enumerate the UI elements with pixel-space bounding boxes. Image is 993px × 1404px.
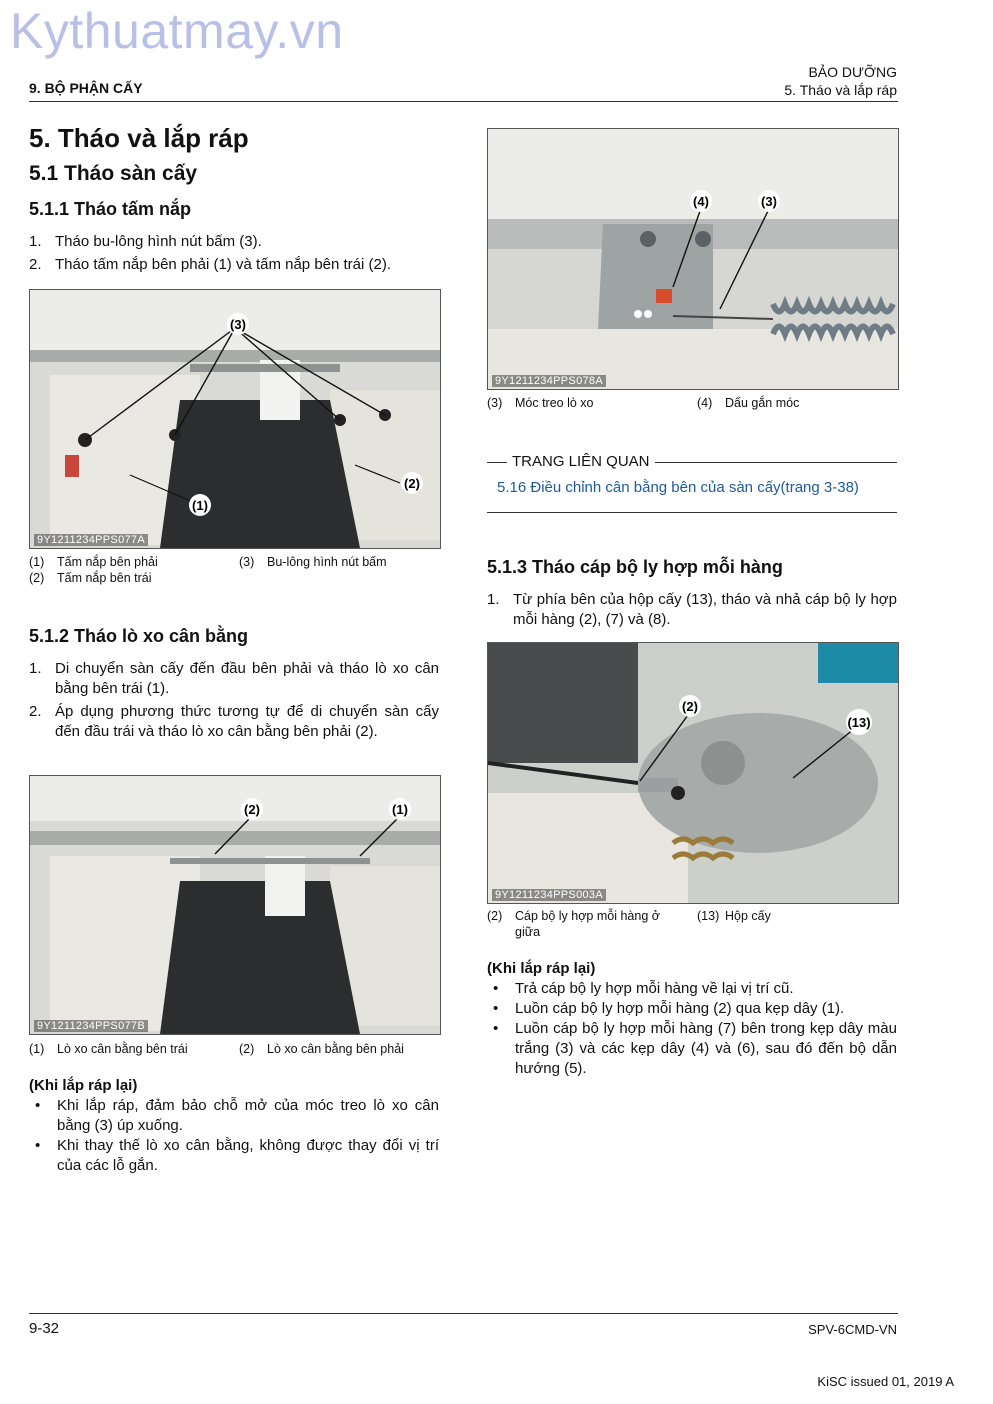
caption-item (487, 908, 687, 940)
bullet-text: Luồn cáp bộ ly hợp mỗi hàng (2) qua kẹp dây (1). (515, 1000, 845, 1017)
section-heading-5-1-1: 5.1.1 Tháo tấm nắp (29, 199, 192, 219)
related-pages-title: TRANG LIÊN QUAN (507, 453, 655, 470)
bullet-item (29, 1096, 439, 1136)
callout-label: (3) (761, 194, 777, 209)
captions-077B (29, 1041, 439, 1057)
captions-077A (29, 554, 439, 586)
step-item (29, 255, 439, 275)
bullet-item (487, 999, 897, 1019)
caption-number: (1) (29, 1042, 45, 1056)
bullet-item (487, 979, 897, 999)
callout-label: (2) (404, 476, 420, 491)
photo-code: 9Y1211234PPS077B (34, 1020, 148, 1032)
photo-illustration (488, 643, 898, 903)
step-item (29, 659, 439, 699)
step-text: Di chuyển sàn cấy đến đầu bên phải và tháo lò xo cân bằng bên trái (1). (55, 660, 439, 697)
photo-illustration (488, 129, 898, 389)
photo-illustration (30, 290, 440, 548)
caption-item (29, 1041, 188, 1057)
bullet-text: Luồn cáp bộ ly hợp mỗi hàng (7) bên trong kẹp dây màu trắng (3) và các kẹp dây (4) và (6), sau đó đến bộ dẫn hướng (5). (515, 1020, 897, 1077)
photo-code: 9Y1211234PPS078A (492, 375, 606, 387)
bullet-item (29, 1136, 439, 1176)
section-heading-5-1-2: 5.1.2 Tháo lò xo cân bằng (29, 626, 249, 646)
bullet-dot: • (493, 980, 499, 997)
watermark-logo-text: Kythuatmay.vn (10, 3, 344, 59)
caption-number: (2) (487, 909, 503, 923)
reassembly-notes-right (487, 979, 897, 1079)
page-number: 9-32 (29, 1320, 60, 1337)
caption-text: Cáp bộ ly hợp mỗi hàng ở giữa (515, 909, 660, 939)
captions-078A (487, 395, 897, 411)
caption-item (29, 554, 158, 570)
callout-label: (2) (244, 802, 260, 817)
related-pages-box (487, 453, 897, 513)
caption-item (697, 395, 799, 411)
bullet-dot: • (493, 1000, 499, 1017)
header-chapter: 9. BỘ PHẬN CẤY (29, 80, 143, 96)
caption-item (29, 570, 152, 586)
steps-5-1-2 (29, 659, 439, 745)
photo-clutch-cable (487, 642, 899, 904)
step-text: Tháo tấm nắp bên phải (1) và tấm nắp bên trái (2). (55, 256, 392, 273)
caption-number: (3) (239, 555, 255, 569)
section-heading-5: 5. Tháo và lắp ráp (29, 123, 249, 153)
caption-text: Lò xo cân bằng bên trái (57, 1042, 188, 1056)
caption-text: Bu-lông hình nút bấm (267, 555, 387, 569)
bullet-dot: • (35, 1097, 41, 1114)
bullet-text: Khi thay thế lò xo cân bằng, không được thay đổi vị trí của các lỗ gắn. (57, 1137, 439, 1174)
captions-003A (487, 908, 897, 940)
photo-code: 9Y1211234PPS077A (34, 534, 148, 546)
step-item (29, 702, 439, 742)
callout-label: (4) (693, 194, 709, 209)
step-number: 2. (29, 703, 42, 720)
caption-item (697, 908, 771, 924)
bullet-text: Khi lắp ráp, đảm bảo chỗ mở của móc treo lò xo cân bằng (3) úp xuống. (57, 1097, 439, 1134)
related-page-link[interactable]: 5.16 Điều chỉnh cân bằng bên của sàn cấy(trang 3-38) (497, 479, 859, 496)
step-text: Áp dụng phương thức tương tự để di chuyển sàn cấy đến đầu trái và tháo lò xo cân bằng bên phải (2). (55, 703, 439, 740)
step-text: Tháo bu-lông hình nút bấm (3). (55, 233, 262, 250)
caption-text: Móc treo lò xo (515, 396, 594, 410)
caption-number: (3) (487, 396, 503, 410)
caption-item (239, 554, 387, 570)
caption-text: Tấm nắp bên trái (57, 571, 152, 585)
bullet-text: Trả cáp bộ ly hợp mỗi hàng về lại vị trí cũ. (515, 980, 794, 997)
related-pages-bottom-rule (487, 512, 897, 513)
callout-label: (13) (847, 715, 871, 730)
section-heading-5-1: 5.1 Tháo sàn cấy (29, 162, 198, 185)
footer-rule (29, 1313, 898, 1314)
header-right-line1: BẢO DƯỠNG (808, 64, 897, 80)
caption-text: Tấm nắp bên phải (57, 555, 158, 569)
header-right-line2: 5. Tháo và lắp ráp (784, 82, 897, 98)
caption-text: Hộp cấy (725, 909, 771, 923)
photo-code: 9Y1211234PPS003A (492, 889, 606, 901)
caption-text: Dấu gắn móc (725, 396, 800, 410)
bullet-item (487, 1019, 897, 1079)
caption-number: (2) (239, 1042, 255, 1056)
caption-number: (13) (697, 909, 720, 923)
caption-number: (1) (29, 555, 45, 569)
step-number: 2. (29, 256, 42, 273)
caption-item (487, 395, 594, 411)
reassembly-note-title: (Khi lắp ráp lại) (487, 960, 596, 977)
caption-number: (4) (697, 396, 713, 410)
bullet-dot: • (493, 1020, 499, 1037)
step-item (487, 590, 897, 630)
reassembly-note-title: (Khi lắp ráp lại) (29, 1077, 138, 1094)
header-section (784, 63, 897, 99)
steps-5-1-3 (487, 590, 897, 633)
step-text: Từ phía bên của hộp cấy (13), tháo và nhả cáp bộ ly hợp mỗi hàng (2), (7) và (8). (513, 591, 897, 628)
photo-cover-plates (29, 289, 441, 549)
step-item (29, 232, 439, 252)
steps-5-1-1 (29, 232, 439, 278)
step-number: 1. (29, 233, 42, 250)
callout-label: (3) (230, 317, 246, 332)
photo-balance-springs (29, 775, 441, 1035)
issue-info: KiSC issued 01, 2019 A (817, 1374, 954, 1389)
header-rule (29, 101, 898, 102)
step-number: 1. (487, 591, 500, 608)
callout-label: (1) (392, 802, 408, 817)
callout-label: (2) (682, 699, 698, 714)
callout-label: (1) (192, 498, 208, 513)
photo-spring-hook (487, 128, 899, 390)
caption-item (239, 1041, 404, 1057)
caption-text: Lò xo cân bằng bên phải (267, 1042, 404, 1056)
step-number: 1. (29, 660, 42, 677)
document-code: SPV-6CMD-VN (808, 1322, 897, 1337)
reassembly-notes-left (29, 1096, 439, 1176)
section-heading-5-1-3: 5.1.3 Tháo cáp bộ ly hợp mỗi hàng (487, 557, 783, 577)
caption-number: (2) (29, 571, 45, 585)
photo-illustration (30, 776, 440, 1034)
bullet-dot: • (35, 1137, 41, 1154)
